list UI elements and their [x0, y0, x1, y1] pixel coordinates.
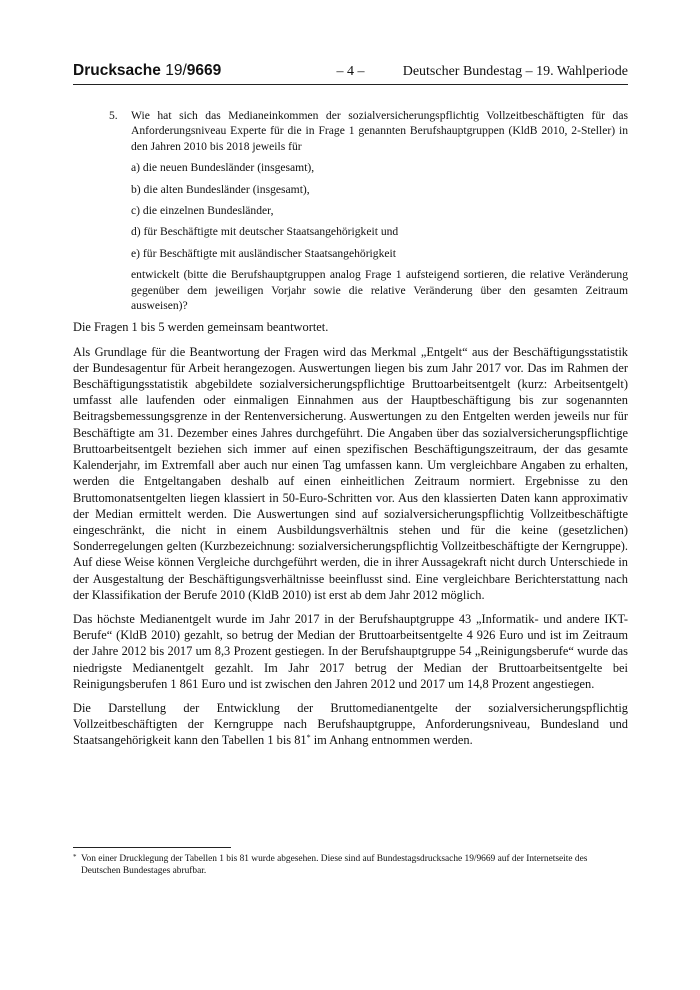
question-item-b: b) die alten Bundesländer (insgesamt), [131, 182, 310, 196]
question-text: Wie hat sich das Medianeinkommen der sozialversicherungspflichtig Vollzeitbeschäftigten für das Anforderungsniveau Experte für die in Frage 1 genannten Berufshauptgruppen (KldB 2010, 2-Steller) in den Jahren 2010 bis 2018 jeweils für [131, 109, 628, 153]
footnote-rule [73, 847, 231, 848]
doc-number-prefix: 19/ [165, 62, 187, 79]
question-closing: entwickelt (bitte die Berufshauptgruppen analog Frage 1 aufsteigend sortieren, die relative Veränderung gegenüber dem jeweiligen Vorjahr sowie die relative Veränderung über den gesamten Zeitraum ausweisen)? [131, 268, 628, 313]
answer-paragraph-3: Das höchste Medianentgelt wurde im Jahr 2017 in der Berufshauptgruppe 43 „Informatik- und andere IKT-Berufe“ (KldB 2010) gezahlt, so betrug der Median der Bruttoarbeitsentgelte 4 926 Euro und ist im Zeitraum der Jahre 2012 bis 2017 um 8,3 Prozent gestiegen. In der Berufshauptgruppe 54 „Reinigungsberufe“ wurde das niedrigste Medianentgelt gezahlt. Im Jahr 2017 betrug der Median der Bruttoarbeitsentgelte bei Reinigungsberufen 1 861 Euro und ist zwischen den Jahren 2012 und 2017 um 14,8 Prozent angestiegen. [73, 611, 628, 691]
answer-paragraph-4-text: Die Darstellung der Entwicklung der Bruttomedianentgelte der sozialversicherungspflichtig Vollzeitbeschäftigten der Kerngruppe nach Berufshauptgruppe, Anforderungsniveau, Bundesland und Staatsangehörigkeit kann den Tabellen 1 bis 81 [73, 700, 628, 748]
footnote-reference: * [306, 733, 311, 743]
question-item-c: c) die einzelnen Bundesländer, [131, 204, 274, 218]
answer-block [73, 319, 628, 748]
question-item-d: d) für Beschäftigte mit deutscher Staatsangehörigkeit und [131, 225, 399, 239]
question-number: 5. [109, 109, 118, 122]
doc-number: 9669 [186, 62, 222, 79]
answer-paragraph-4 [73, 700, 628, 749]
answer-paragraph-1: Die Fragen 1 bis 5 werden gemeinsam beantwortet. [73, 320, 329, 335]
footnote-mark: * [73, 853, 77, 861]
question-item-a: a) die neuen Bundesländer (insgesamt), [131, 161, 315, 175]
question-item-e: e) für Beschäftigte mit ausländischer Staatsangehörigkeit [131, 246, 396, 260]
question-block [73, 108, 628, 313]
footnote-text: Von einer Drucklegung der Tabellen 1 bis 81 wurde abgesehen. Diese sind auf Bundestagsdrucksache 19/9669 auf der Internetseite des Deutschen Bundestages abrufbar. [81, 854, 588, 877]
header-rule [73, 84, 628, 85]
doc-label: Drucksache [73, 62, 161, 79]
document-body [73, 108, 628, 757]
answer-paragraph-4-tail: im Anhang entnommen werden. [310, 733, 473, 748]
answer-paragraph-2: Als Grundlage für die Beantwortung der Fragen wird das Merkmal „Entgelt“ aus der Beschäftigungsstatistik der Bundesagentur für Arbeit herangezogen. Auswertungen liegen bis zum Jahr 2017 vor. Das im Rahmen der Beschäftigungsstatistik abgebildete sozialversicherungspflichtige Bruttoarbeitsentgelt (kurz: Arbeitsentgelt) umfasst alle laufenden oder einmaligen Einnahmen aus der Hauptbeschäftigung bis zur sogenannten Beitragsbemessungsgrenze in der Rentenversicherung. Auswertungen zu den Entgelten werden jeweils nur für Beschäftigte am 31. Dezember eines Jahres durchgeführt. Die Angaben über das sozialversicherungspflichtige Bruttoarbeitsentgelt beziehen sich immer auf einen spezifischen Beschäftigungszeitraum, der das gesamte Kalenderjahr, im Extremfall aber auch nur einen Tag umfassen kann. Um vergleichbare Angaben zu erhalten, werden die Entgeltangaben deshalb auf einen einheitlichen Zeitraum normiert. Ergebnisse zu den Bruttomonatsentgelten liegen klassiert in 50-Euro-Schritten vor. Aus den klassierten Daten kann approximativ der Median ermittelt werden. Die Auswertungen sind auf sozialversicherungspflichtig Vollzeitbeschäftigte eingeschränkt, die nicht in einem Ausbildungsverhältnis stehen und für die keine (gesetzlichen) Sonderregelungen gelten (Kurzbezeichnung: sozialversicherungspflichtig Vollzeitbeschäftigte der Kerngruppe). Auf diese Weise können Vergleiche durchgeführt werden, die in ihrer Aussagekraft nicht durch Unterschiede in der Ausgestaltung der Beschäftigungsverhältnisse beeinflusst sind. Eine vergleichbare Berichterstattung nach der Klassifikation der Berufe 2010 (KldB 2010) ist erst ab dem Jahr 2012 möglich. [73, 344, 628, 602]
footnote [73, 853, 628, 878]
page-header [73, 62, 628, 84]
publisher: Deutscher Bundestag – 19. Wahlperiode [402, 64, 628, 79]
page-number: – 4 – [336, 64, 365, 79]
